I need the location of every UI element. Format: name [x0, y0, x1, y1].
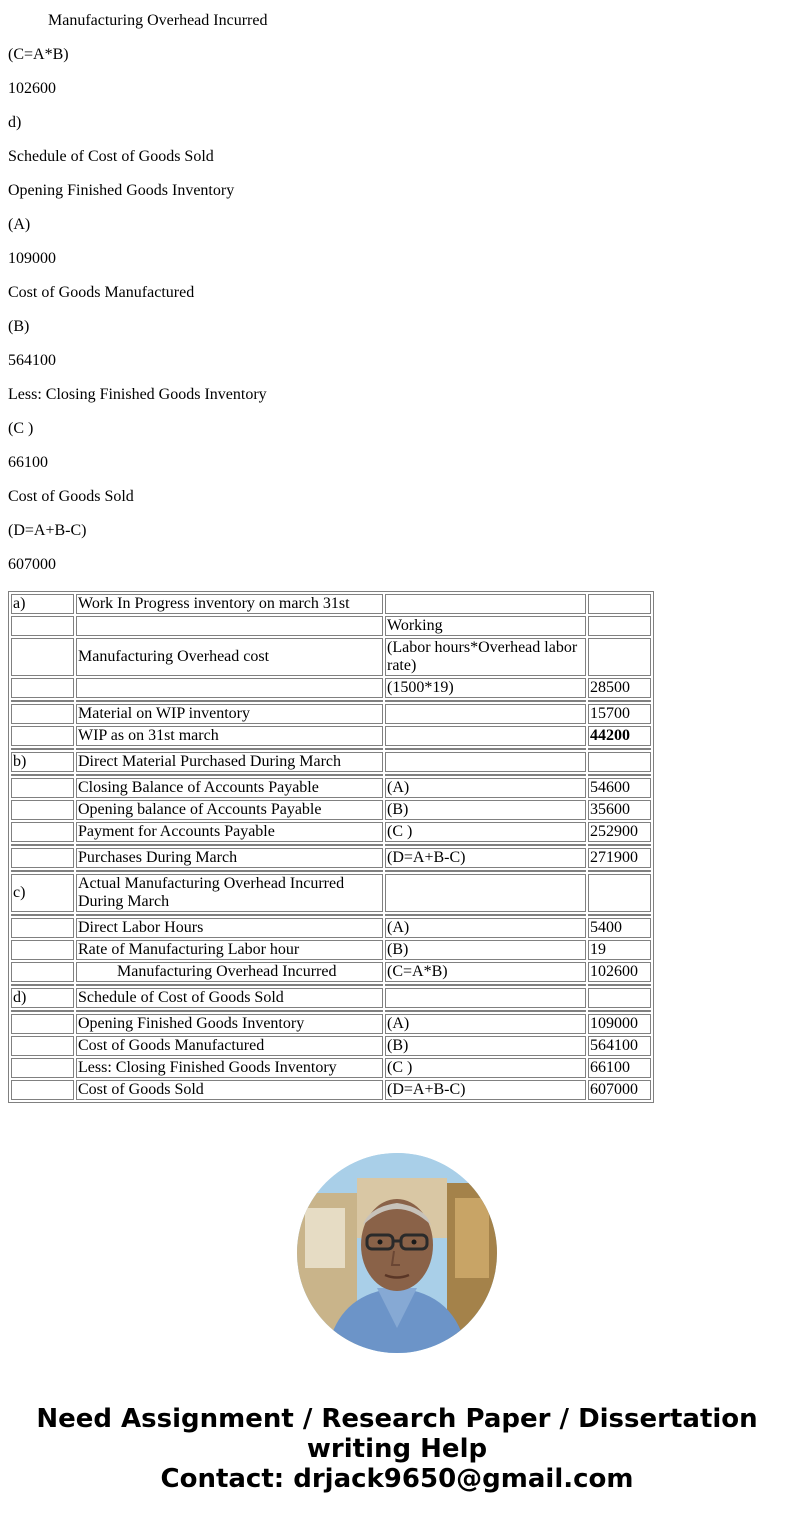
table-cell	[76, 678, 383, 698]
table-separator	[11, 748, 651, 750]
table-cell: 564100	[588, 1036, 651, 1056]
table-row	[11, 752, 651, 772]
table-cell: Opening balance of Accounts Payable	[76, 800, 383, 820]
table-cell: 66100	[588, 1058, 651, 1078]
table-cell: 15700	[588, 704, 651, 724]
table-row	[11, 822, 651, 842]
table-cell: Manufacturing Overhead Incurred	[76, 962, 383, 982]
table-cell	[11, 1014, 74, 1034]
table-cell	[588, 616, 651, 636]
promo-headline: Need Assignment / Research Paper / Dissertation writing Help	[36, 1404, 758, 1464]
table-row	[11, 800, 651, 820]
table-cell: 252900	[588, 822, 651, 842]
preface-line: 109000	[8, 250, 56, 267]
table-cell	[385, 594, 586, 614]
table-cell: Manufacturing Overhead cost	[76, 638, 383, 676]
table-cell	[11, 800, 74, 820]
table-row	[11, 1058, 651, 1078]
table-cell: Actual Manufacturing Overhead Incurred During March	[76, 874, 383, 912]
table-cell: Direct Labor Hours	[76, 918, 383, 938]
table-cell: Rate of Manufacturing Labor hour	[76, 940, 383, 960]
table-cell: Direct Material Purchased During March	[76, 752, 383, 772]
table-cell	[11, 1080, 74, 1100]
table-cell: (A)	[385, 778, 586, 798]
table-cell: (D=A+B-C)	[385, 1080, 586, 1100]
table-row	[11, 988, 651, 1008]
table-cell	[385, 752, 586, 772]
preface-line: Opening Finished Goods Inventory	[8, 182, 235, 199]
table-cell: (D=A+B-C)	[385, 848, 586, 868]
table-cell: (C=A*B)	[385, 962, 586, 982]
table-row	[11, 1080, 651, 1100]
table-cell	[11, 778, 74, 798]
table-cell	[588, 638, 651, 676]
table-cell	[11, 638, 74, 676]
table-cell	[11, 848, 74, 868]
table-cell: (B)	[385, 1036, 586, 1056]
table-row	[11, 1014, 651, 1034]
preface-line: 102600	[8, 80, 56, 97]
table-cell: 5400	[588, 918, 651, 938]
table-separator	[11, 914, 651, 916]
table-cell	[11, 822, 74, 842]
table-cell: Payment for Accounts Payable	[76, 822, 383, 842]
table-separator	[11, 984, 651, 986]
preface-line: Less: Closing Finished Goods Inventory	[8, 386, 267, 403]
cost-accounting-table	[8, 591, 654, 1103]
table-row	[11, 726, 651, 746]
table-cell: (C )	[385, 1058, 586, 1078]
table-cell: Schedule of Cost of Goods Sold	[76, 988, 383, 1008]
table-cell: Cost of Goods Sold	[76, 1080, 383, 1100]
table-row	[11, 940, 651, 960]
table-cell: 35600	[588, 800, 651, 820]
table-cell	[385, 988, 586, 1008]
table-cell: (B)	[385, 940, 586, 960]
table-cell: c)	[11, 874, 74, 912]
table-cell	[11, 1036, 74, 1056]
table-cell: Work In Progress inventory on march 31st	[76, 594, 383, 614]
table-cell: (C )	[385, 822, 586, 842]
table-cell: (A)	[385, 1014, 586, 1034]
table-cell	[11, 1058, 74, 1078]
table-cell	[385, 704, 586, 724]
table-cell: Less: Closing Finished Goods Inventory	[76, 1058, 383, 1078]
table-cell: 102600	[588, 962, 651, 982]
table-cell	[385, 874, 586, 912]
preface-line: (B)	[8, 318, 30, 335]
table-separator	[11, 700, 651, 702]
preface-line: Cost of Goods Sold	[8, 488, 134, 505]
preface-line: 564100	[8, 352, 56, 369]
preface-line: d)	[8, 114, 22, 131]
author-photo	[297, 1153, 497, 1353]
table-cell: Material on WIP inventory	[76, 704, 383, 724]
table-cell: Working	[385, 616, 586, 636]
table-separator	[11, 1010, 651, 1012]
table-cell	[588, 874, 651, 912]
table-cell	[588, 752, 651, 772]
table-cell: b)	[11, 752, 74, 772]
table-row	[11, 918, 651, 938]
table-cell: Closing Balance of Accounts Payable	[76, 778, 383, 798]
table-cell: (Labor hours*Overhead labor rate)	[385, 638, 586, 676]
table-row	[11, 678, 651, 698]
table-cell: Cost of Goods Manufactured	[76, 1036, 383, 1056]
preface-line: Schedule of Cost of Goods Sold	[8, 148, 214, 165]
table-cell	[11, 704, 74, 724]
table-cell	[385, 726, 586, 746]
table-separator	[11, 870, 651, 872]
table-cell	[11, 962, 74, 982]
table-cell	[11, 940, 74, 960]
preface-line: (C=A*B)	[8, 46, 69, 63]
table-cell	[11, 918, 74, 938]
table-row	[11, 962, 651, 982]
table-row	[11, 594, 651, 614]
promo-banner	[0, 1404, 794, 1494]
table-cell	[588, 988, 651, 1008]
table-cell	[11, 678, 74, 698]
preface-line: Cost of Goods Manufactured	[8, 284, 195, 301]
table-cell	[76, 616, 383, 636]
preface-line: Manufacturing Overhead Incurred	[48, 12, 268, 29]
table-row	[11, 848, 651, 868]
preface-line: 66100	[8, 454, 48, 471]
table-cell: a)	[11, 594, 74, 614]
table-cell: (B)	[385, 800, 586, 820]
preface-line: (A)	[8, 216, 31, 233]
table-cell: Purchases During March	[76, 848, 383, 868]
portrait-illustration	[297, 1153, 497, 1353]
table-row	[11, 704, 651, 724]
preface-line: 607000	[8, 556, 56, 573]
table-cell	[11, 726, 74, 746]
table-cell: 28500	[588, 678, 651, 698]
table-cell: 109000	[588, 1014, 651, 1034]
table-cell: d)	[11, 988, 74, 1008]
preface-line: (D=A+B-C)	[8, 522, 87, 539]
table-cell: 19	[588, 940, 651, 960]
table-row	[11, 1036, 651, 1056]
table-cell: 54600	[588, 778, 651, 798]
table-separator	[11, 774, 651, 776]
promo-contact: Contact: drjack9650@gmail.com	[160, 1464, 634, 1494]
table-cell: 607000	[588, 1080, 651, 1100]
table-cell: Opening Finished Goods Inventory	[76, 1014, 383, 1034]
table-row	[11, 778, 651, 798]
table-cell	[11, 616, 74, 636]
table-row	[11, 638, 651, 676]
table-cell: WIP as on 31st march	[76, 726, 383, 746]
table-separator	[11, 844, 651, 846]
table-row	[11, 874, 651, 912]
table-cell: 271900	[588, 848, 651, 868]
table-cell	[588, 594, 651, 614]
table-cell: (A)	[385, 918, 586, 938]
wip-total-value: 44200	[588, 726, 651, 746]
table-row	[11, 616, 651, 636]
preface-line: (C )	[8, 420, 34, 437]
table-cell: (1500*19)	[385, 678, 586, 698]
